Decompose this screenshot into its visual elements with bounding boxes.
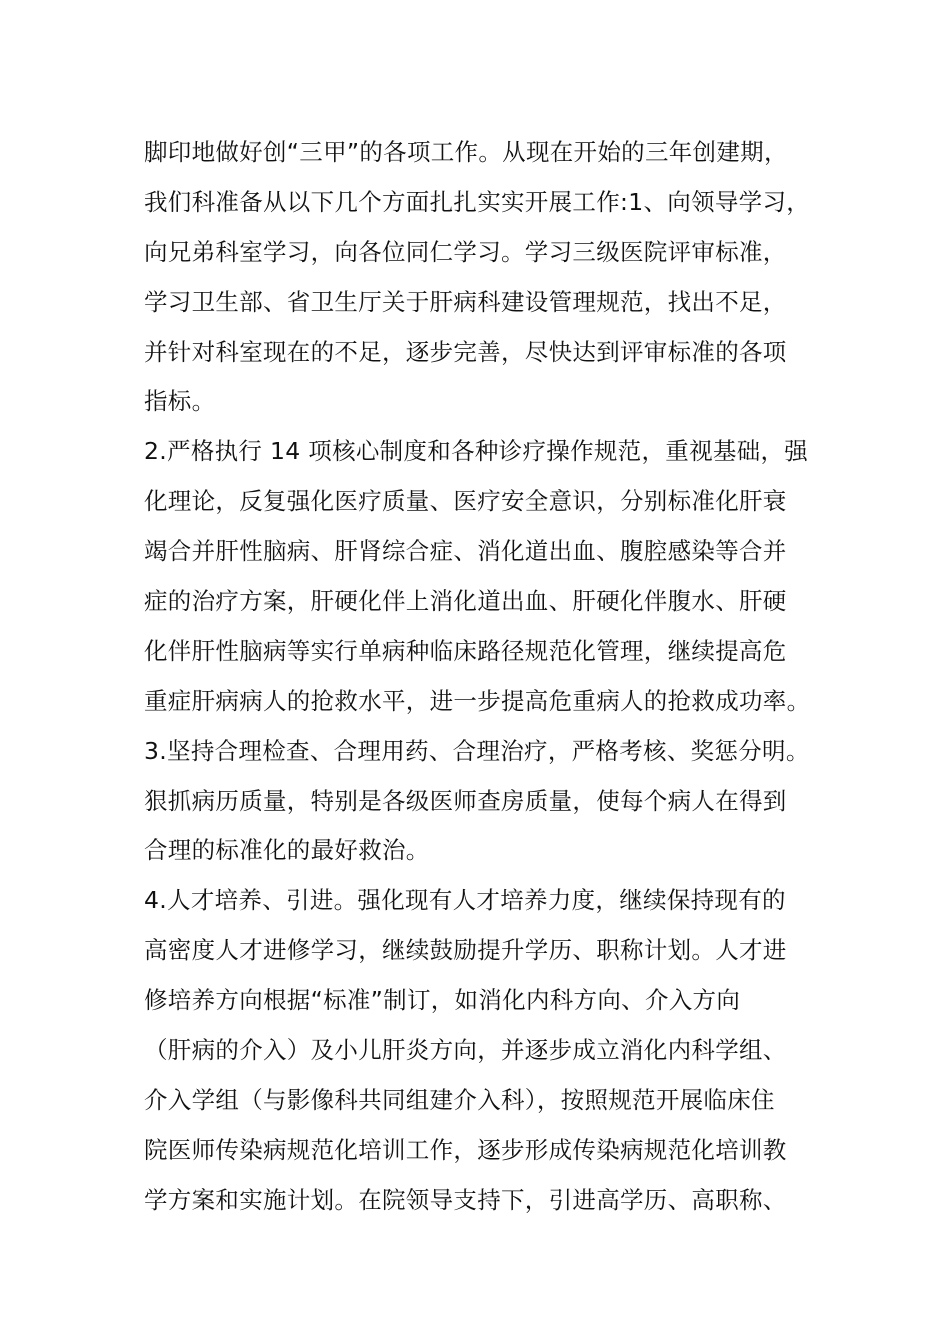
text-line: 重症肝病病人的抢救水平，进一步提高危重病人的抢救成功率。	[144, 686, 811, 715]
text-line: 高密度人才进修学习，继续鼓励提升学历、职称计划。人才进	[144, 936, 787, 965]
text-line: 4.人才培养、引进。强化现有人才培养力度，继续保持现有的	[144, 886, 786, 915]
text-line: 脚印地做好创“三甲”的各项工作。从现在开始的三年创建期，	[144, 138, 788, 166]
text-line: 3.坚持合理检查、合理用药、合理治疗，严格考核、奖惩分明。	[144, 736, 810, 765]
text-line: 狠抓病历质量，特别是各级医师查房质量，使每个病人在得到	[144, 786, 787, 815]
text-line: 化理论，反复强化医疗质量、医疗安全意识，分别标准化肝衰	[144, 487, 787, 516]
text-line: 竭合并肝性脑病、肝肾综合症、消化道出血、腹腔感染等合并	[144, 537, 787, 566]
text-line: 我们科准备从以下几个方面扎扎实实开展工作:1、向领导学习，	[144, 187, 811, 216]
text-line: （肝病的介入）及小儿肝炎方向，并逐步成立消化内科学组、	[144, 1036, 787, 1065]
text-line: 化伴肝性脑病等实行单病种临床路径规范化管理，继续提高危	[144, 636, 787, 665]
text-line: 并针对科室现在的不足，逐步完善，尽快达到评审标准的各项	[144, 337, 787, 366]
text-line: 症的治疗方案，肝硬化伴上消化道出血、肝硬化伴腹水、肝硬	[144, 587, 787, 616]
text-line: 向兄弟科室学习，向各位同仁学习。学习三级医院评审标准，	[144, 237, 787, 266]
text-line: 介入学组（与影像科共同组建介入科），按照规范开展临床住	[144, 1085, 775, 1114]
text-line: 院医师传染病规范化培训工作，逐步形成传染病规范化培训教	[144, 1135, 787, 1164]
text-line: 学方案和实施计划。在院领导支持下，引进高学历、高职称、	[144, 1185, 787, 1214]
text-line: 2.严格执行 14 项核心制度和各种诊疗操作规范，重视基础，强	[144, 437, 809, 466]
text-line: 修培养方向根据“标准”制订，如消化内科方向、介入方向	[144, 986, 741, 1015]
text-line: 合理的标准化的最好救治。	[144, 836, 430, 865]
text-line: 指标。	[144, 387, 216, 416]
body-text	[144, 128, 844, 1226]
text-line: 学习卫生部、省卫生厅关于肝病科建设管理规范，找出不足，	[144, 287, 787, 316]
